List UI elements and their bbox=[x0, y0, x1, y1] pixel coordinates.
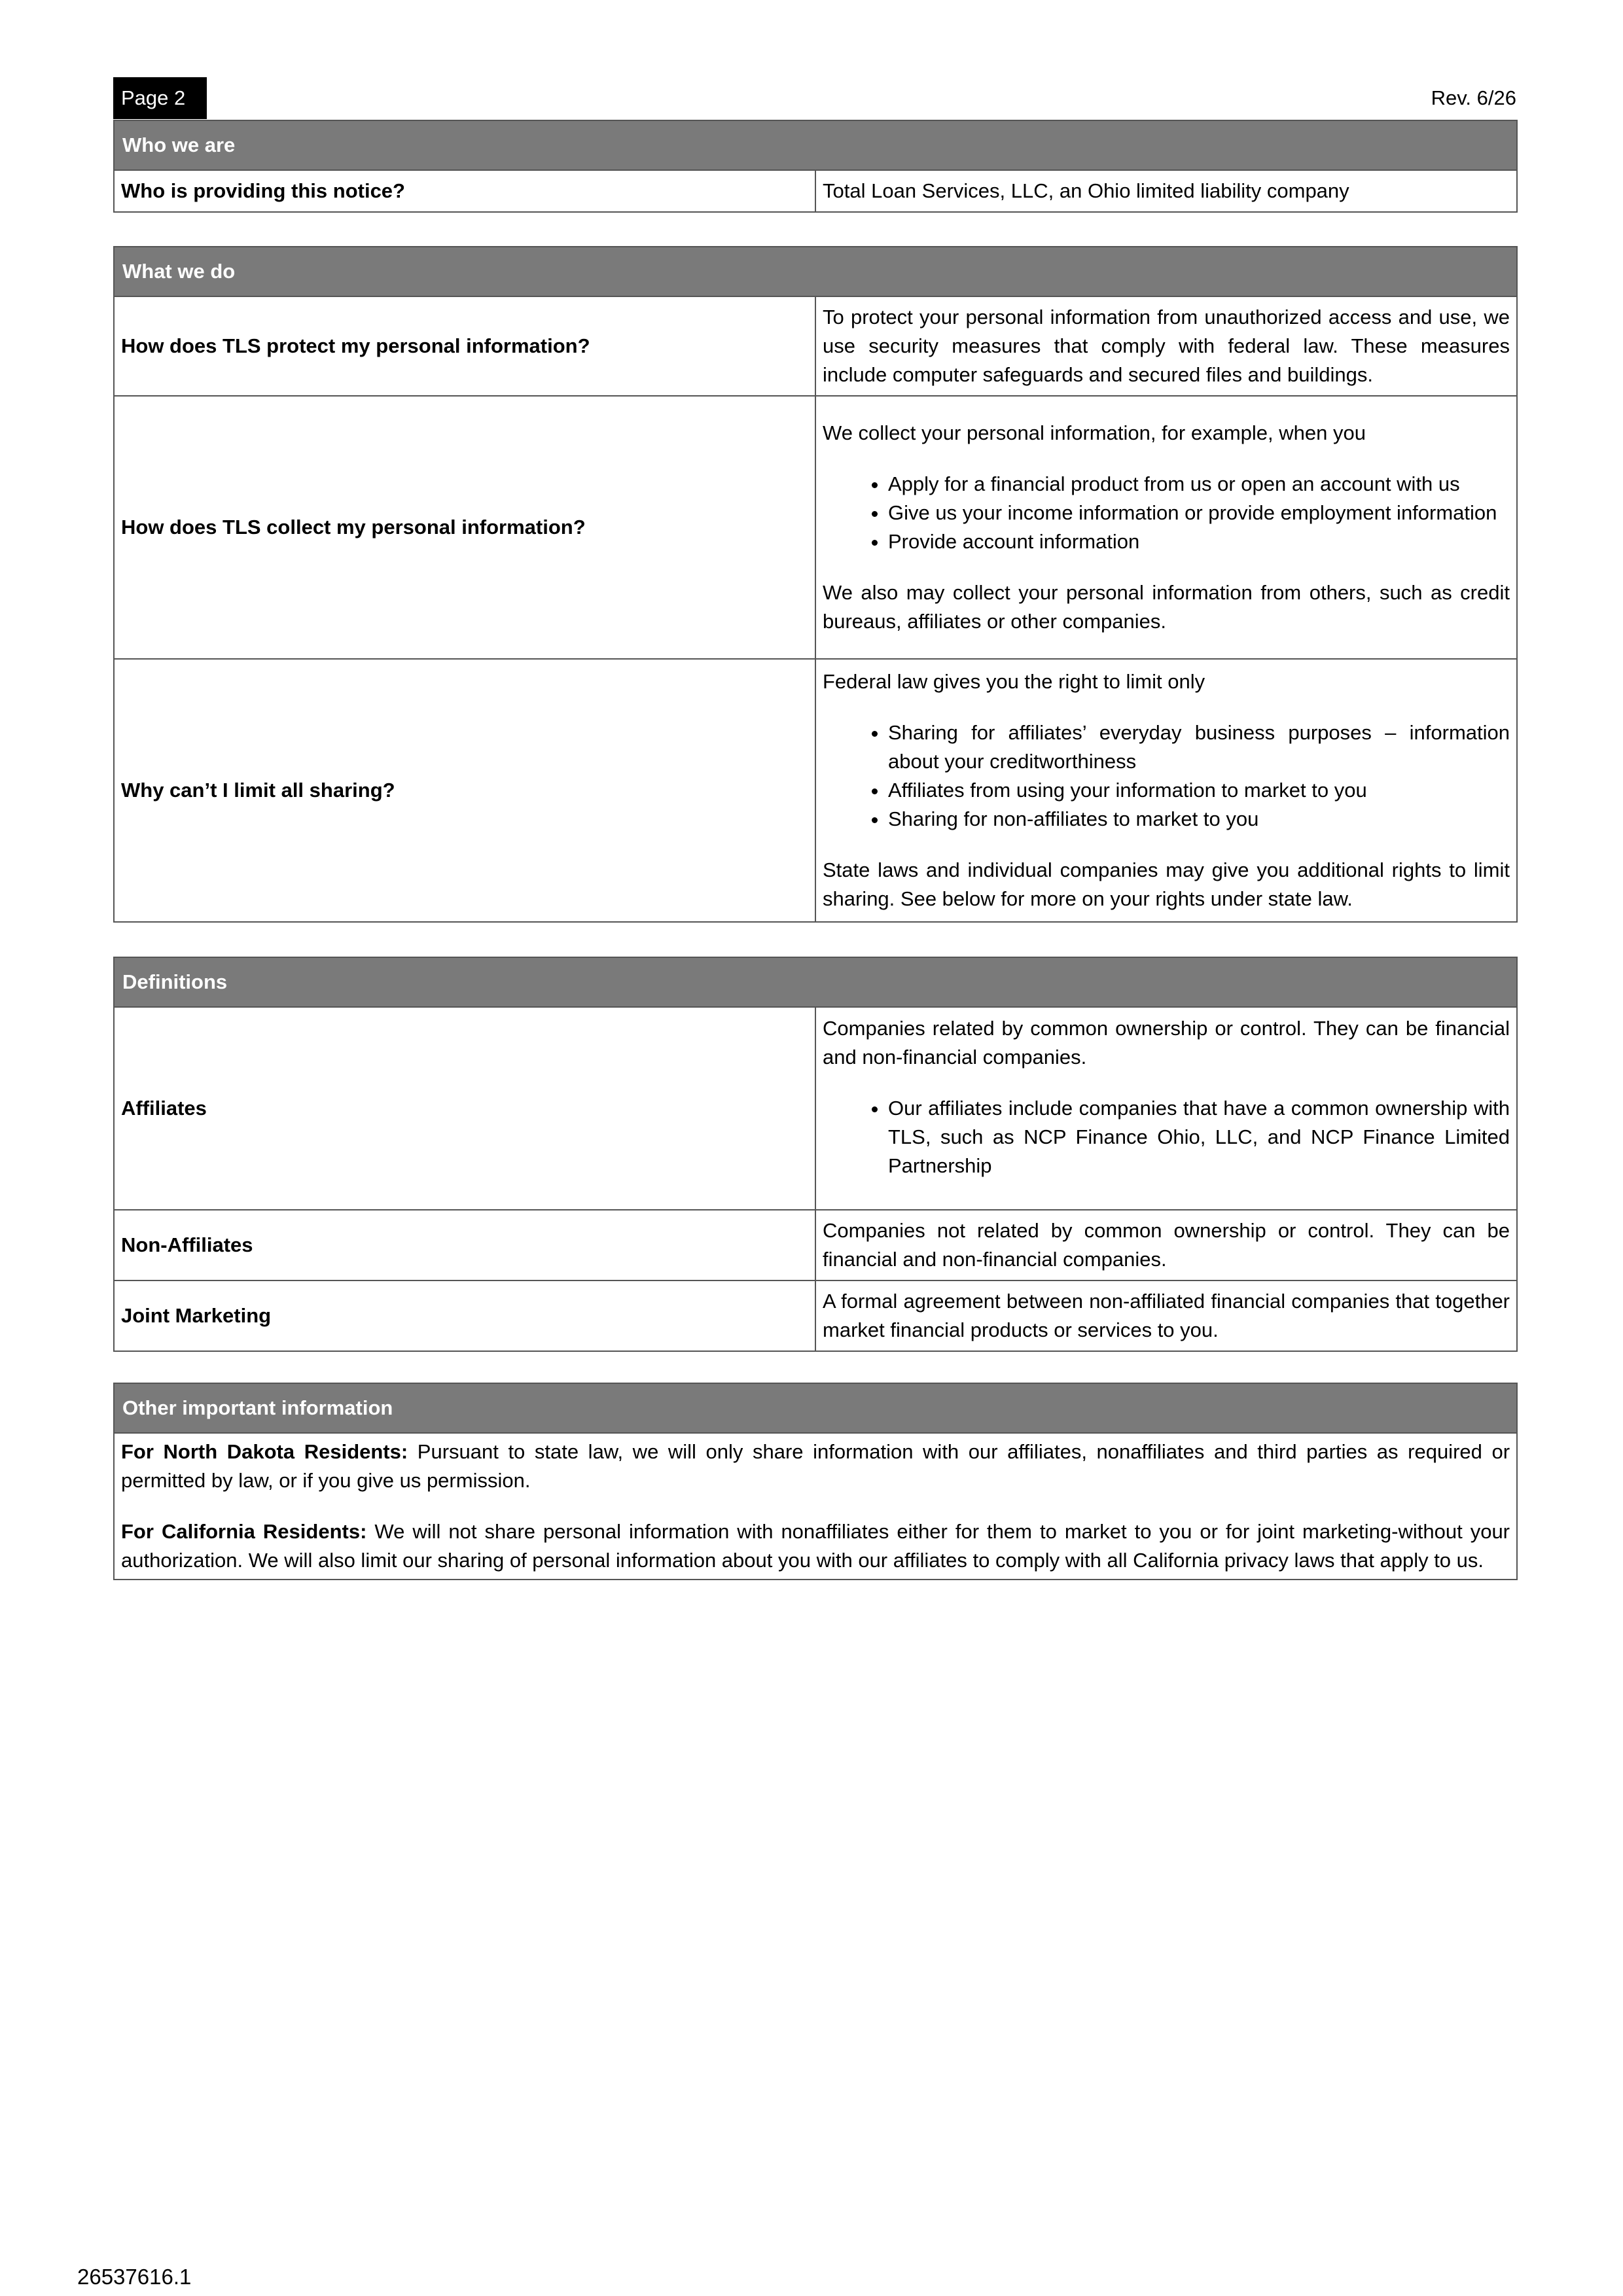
question-limit: Why can’t I limit all sharing? bbox=[114, 659, 815, 922]
list-item: • Sharing for affiliates’ everyday business purposes – information about your creditworthiness bbox=[888, 718, 1510, 776]
list-item: • Our affiliates include companies that have a common ownership with TLS, such as NCP Finance Ohio, LLC, and NCP Finance Limited Partnership bbox=[888, 1094, 1510, 1180]
collect-intro: We collect your personal information, for example, when you bbox=[823, 421, 1366, 444]
term-non-affiliates: Non-Affiliates bbox=[114, 1210, 815, 1280]
list-item: • Sharing for non-affiliates to market to you bbox=[888, 805, 1510, 834]
limit-list bbox=[823, 718, 1510, 834]
question-who-is-providing: Who is providing this notice? bbox=[114, 170, 815, 212]
answer-who-is-providing: Total Loan Services, LLC, an Ohio limited liability company bbox=[815, 170, 1517, 212]
definition-non-affiliates: Companies not related by common ownership or control. They can be financial and non-financial companies. bbox=[815, 1210, 1517, 1280]
california-label: For California Residents: bbox=[121, 1520, 367, 1543]
limit-intro: Federal law gives you the right to limit only bbox=[823, 670, 1205, 693]
list-item: • Give us your income information or provide employment information bbox=[888, 499, 1510, 527]
list-item: • Apply for a financial product from us or open an account with us bbox=[888, 470, 1510, 499]
question-collect: How does TLS collect my personal information? bbox=[114, 396, 815, 659]
section-heading-definitions: Definitions bbox=[114, 957, 1517, 1007]
list-item: • Provide account information bbox=[888, 527, 1510, 556]
section-heading-what-we-do: What we do bbox=[114, 247, 1517, 296]
california-paragraph bbox=[121, 1517, 1510, 1575]
limit-outro: State laws and individual companies may give you additional rights to limit sharing. See below for more on your rights under state law. bbox=[823, 858, 1510, 910]
answer-collect bbox=[815, 396, 1517, 659]
definition-joint-marketing: A formal agreement between non-affiliated financial companies that together market financial products or services to you. bbox=[815, 1280, 1517, 1351]
definition-affiliates bbox=[815, 1007, 1517, 1210]
document-id: 26537616.1 bbox=[77, 2265, 192, 2289]
term-affiliates: Affiliates bbox=[114, 1007, 815, 1210]
what-we-do-table bbox=[113, 246, 1518, 923]
definitions-table bbox=[113, 957, 1518, 1352]
affiliates-list bbox=[823, 1094, 1510, 1180]
answer-protect: To protect your personal information from unauthorized access and use, we use security measures that comply with federal law. These measures include computer safeguards and secured files and buildings. bbox=[815, 296, 1517, 396]
answer-limit bbox=[815, 659, 1517, 922]
collect-list bbox=[823, 470, 1510, 556]
who-we-are-table bbox=[113, 120, 1518, 213]
list-item: • Affiliates from using your information to market to you bbox=[888, 776, 1510, 805]
term-joint-marketing: Joint Marketing bbox=[114, 1280, 815, 1351]
north-dakota-label: For North Dakota Residents: bbox=[121, 1440, 408, 1463]
other-info-table bbox=[113, 1383, 1518, 1580]
north-dakota-text: Pursuant to state law, we will only share information with our affiliates, nonaffiliates and third parties as required or permitted by law, or if you give us permission. bbox=[121, 1440, 1510, 1492]
section-heading-who-we-are: Who we are bbox=[114, 120, 1517, 170]
other-info-body bbox=[114, 1433, 1517, 1580]
revision-date: Rev. 6/26 bbox=[1431, 86, 1516, 109]
page-number-badge: Page 2 bbox=[113, 77, 207, 119]
california-text: We will not share personal information with nonaffiliates either for them to market to you or for joint marketing-without your authorization. We will also limit our sharing of personal information about you with our affiliates to comply with all California privacy laws that apply to us. bbox=[121, 1520, 1510, 1572]
affiliates-definition-text: Companies related by common ownership or control. They can be financial and non-financial companies. bbox=[823, 1017, 1510, 1069]
section-heading-other-info: Other important information bbox=[114, 1383, 1517, 1433]
collect-outro: We also may collect your personal information from others, such as credit bureaus, affiliates or other companies. bbox=[823, 581, 1510, 633]
question-protect: How does TLS protect my personal information? bbox=[114, 296, 815, 396]
north-dakota-paragraph bbox=[121, 1438, 1510, 1495]
